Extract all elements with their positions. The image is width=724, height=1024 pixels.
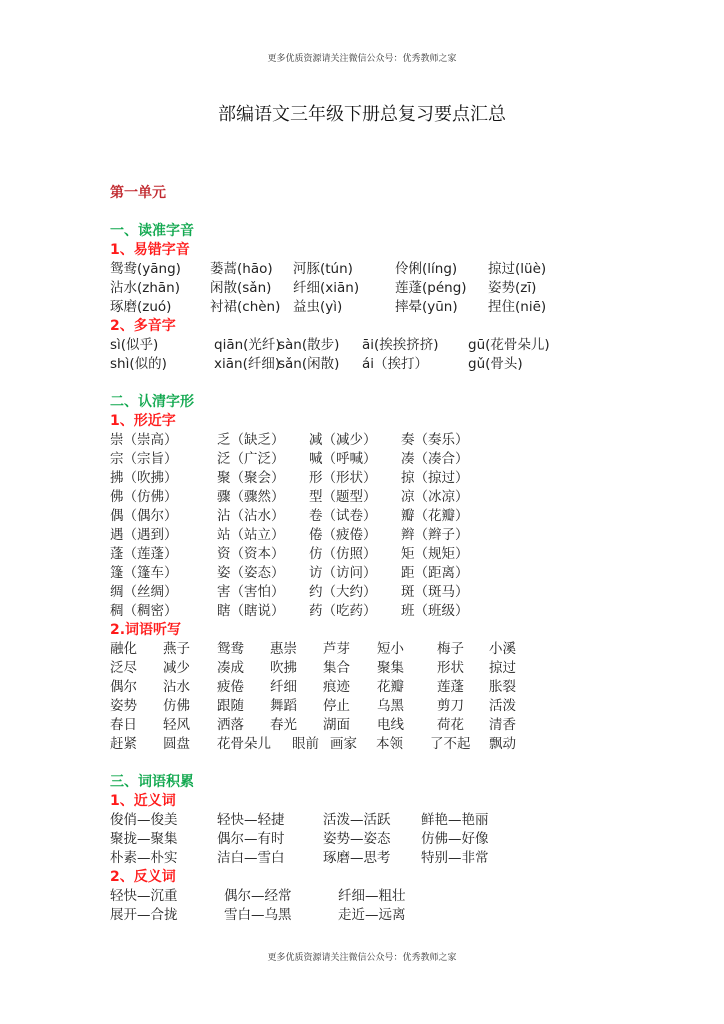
antonym-pair: 雪白—乌黑 [224, 907, 292, 923]
similar-char-item: 资（资本） [217, 546, 285, 562]
dictation-word: 融化 [110, 641, 137, 657]
dictation-word: 飘动 [489, 736, 516, 752]
similar-char-item: 斑（斑马） [401, 584, 469, 600]
similar-char-item: 喊（呼喊） [309, 451, 377, 467]
dictation-word: 春光 [270, 717, 297, 733]
dictation-word: 吹拂 [270, 660, 297, 676]
antonym-pair: 走近—远离 [338, 907, 406, 923]
similar-char-item: 偶（偶尔） [110, 508, 178, 524]
polyphone-item: sǎn(闲散) [278, 356, 340, 372]
dictation-word: 减少 [163, 660, 190, 676]
pronunciation-item: 捏住(niē) [488, 299, 547, 315]
dictation-word: 湖面 [323, 717, 350, 733]
dictation-word: 停止 [323, 698, 350, 714]
dictation-word: 仿佛 [163, 698, 190, 714]
similar-char-item: 减（减少） [309, 432, 377, 448]
pronunciation-item: 河豚(tún) [293, 261, 353, 277]
pronunciation-item: 益虫(yì) [293, 299, 343, 315]
synonym-pair: 轻快—轻捷 [217, 812, 285, 828]
dictation-word: 活泼 [489, 698, 516, 714]
dictation-word: 画家 [330, 736, 357, 752]
synonym-pair: 仿佛—好像 [421, 831, 489, 847]
synonym-pair: 俊俏—俊美 [110, 812, 178, 828]
dictation-word: 胀裂 [489, 679, 516, 695]
polyphone-item: āi(挨挨挤挤) [362, 337, 439, 353]
similar-char-item: 辫（辫子） [401, 527, 469, 543]
pronunciation-item: 摔晕(yūn) [395, 299, 458, 315]
dictation-word: 乌黑 [377, 698, 404, 714]
similar-char-item: 蓬（莲蓬） [110, 546, 178, 562]
dictation-word: 跟随 [217, 698, 244, 714]
antonym-pair: 轻快—沉重 [110, 888, 178, 904]
similar-char-item: 泛（广泛） [217, 451, 285, 467]
similar-char-item: 聚（聚会） [217, 470, 285, 486]
similar-char-item: 佛（仿佛） [110, 489, 178, 505]
pronunciation-item: 衬裙(chèn) [210, 299, 281, 315]
similar-char-item: 绸（丝绸） [110, 584, 178, 600]
dictation-word: 掠过 [489, 660, 516, 676]
synonym-pair: 洁白—雪白 [217, 850, 285, 866]
subheading-polyphones: 2、多音字 [110, 318, 176, 334]
similar-char-item: 沾（沾水） [217, 508, 285, 524]
dictation-word: 剪刀 [437, 698, 464, 714]
similar-char-item: 遇（遇到） [110, 527, 178, 543]
pronunciation-item: 伶俐(líng) [395, 261, 458, 277]
similar-char-item: 距（距离） [401, 565, 469, 581]
similar-char-item: 班（班级） [401, 603, 469, 619]
dictation-word: 舞蹈 [270, 698, 297, 714]
dictation-word: 清香 [489, 717, 516, 733]
dictation-word: 花骨朵儿 [217, 736, 271, 752]
dictation-word: 圆盘 [163, 736, 190, 752]
similar-char-item: 倦（疲倦） [309, 527, 377, 543]
similar-char-item: 宗（宗旨） [110, 451, 178, 467]
similar-char-item: 站（站立） [217, 527, 285, 543]
subheading-error-prone-sounds: 1、易错字音 [110, 242, 190, 258]
dictation-word: 燕子 [163, 641, 190, 657]
subheading-similar-characters: 1、形近字 [110, 413, 176, 429]
pronunciation-item: 沾水(zhān) [110, 280, 181, 296]
dictation-word: 花瓣 [377, 679, 404, 695]
synonym-pair: 朴素—朴实 [110, 850, 178, 866]
similar-char-item: 瓣（花瓣） [401, 508, 469, 524]
dictation-word: 小溪 [489, 641, 516, 657]
subheading-antonyms: 2、反义词 [110, 869, 176, 885]
polyphone-item: ái（挨打） [362, 356, 429, 372]
polyphone-item: qiān(光纤) [214, 337, 281, 353]
similar-char-item: 姿（姿态） [217, 565, 285, 581]
dictation-word: 电线 [377, 717, 404, 733]
subheading-synonyms: 1、近义词 [110, 793, 176, 809]
similar-char-item: 矩（规矩） [401, 546, 469, 562]
antonym-pair: 纤细—粗壮 [338, 888, 406, 904]
section-heading-glyphs: 二、认清字形 [110, 394, 194, 410]
similar-char-item: 约（大约） [309, 584, 377, 600]
dictation-word: 疲倦 [217, 679, 244, 695]
pronunciation-item: 莲蓬(péng) [395, 280, 467, 296]
section-heading-vocabulary: 三、词语积累 [110, 774, 194, 790]
similar-char-item: 崇（崇高） [110, 432, 178, 448]
polyphone-item: gū(花骨朵儿) [468, 337, 550, 353]
similar-char-item: 骤（骤然） [217, 489, 285, 505]
dictation-word: 芦芽 [323, 641, 350, 657]
dictation-word: 痕迹 [323, 679, 350, 695]
dictation-word: 集合 [323, 660, 350, 676]
synonym-pair: 特别—非常 [421, 850, 489, 866]
dictation-word: 偶尔 [110, 679, 137, 695]
similar-char-item: 卷（试卷） [309, 508, 377, 524]
dictation-word: 形状 [437, 660, 464, 676]
similar-char-item: 型（题型） [309, 489, 377, 505]
similar-char-item: 药（吃药） [309, 603, 377, 619]
pronunciation-item: 纤细(xiān) [293, 280, 360, 296]
polyphone-item: shì(似的) [110, 356, 167, 372]
similar-char-item: 访（访问） [309, 565, 377, 581]
antonym-pair: 展开—合拢 [110, 907, 178, 923]
unit-heading: 第一单元 [110, 185, 166, 201]
dictation-word: 泛尽 [110, 660, 137, 676]
similar-char-item: 篷（篷车） [110, 565, 178, 581]
similar-char-item: 仿（仿照） [309, 546, 377, 562]
synonym-pair: 偶尔—有时 [217, 831, 285, 847]
pronunciation-item: 琢磨(zuó) [110, 299, 172, 315]
pronunciation-item: 闲散(sǎn) [210, 280, 272, 296]
document-title: 部编语文三年级下册总复习要点汇总 [218, 104, 506, 125]
dictation-word: 了不起 [430, 736, 471, 752]
pronunciation-item: 鸳鸯(yāng) [110, 261, 181, 277]
similar-char-item: 拂（吹拂） [110, 470, 178, 486]
page-header: 更多优质资源请关注微信公众号：优秀教师之家 [267, 54, 457, 64]
similar-char-item: 凑（凑合） [401, 451, 469, 467]
page-footer: 更多优质资源请关注微信公众号：优秀教师之家 [267, 953, 457, 963]
similar-char-item: 掠（掠过） [401, 470, 469, 486]
polyphone-item: xiān(纤细) [214, 356, 281, 372]
section-heading-pronunciation: 一、读准字音 [110, 223, 194, 239]
synonym-pair: 聚拢—聚集 [110, 831, 178, 847]
dictation-word: 姿势 [110, 698, 137, 714]
pronunciation-item: 掠过(lüè) [488, 261, 547, 277]
similar-char-item: 瞎（瞎说） [217, 603, 285, 619]
subheading-dictation: 2.词语听写 [110, 622, 182, 638]
antonym-pair: 偶尔—经常 [224, 888, 292, 904]
dictation-word: 赶紧 [110, 736, 137, 752]
synonym-pair: 姿势—姿态 [323, 831, 391, 847]
synonym-pair: 鲜艳—艳丽 [421, 812, 489, 828]
dictation-word: 洒落 [217, 717, 244, 733]
dictation-word: 惠崇 [270, 641, 297, 657]
pronunciation-item: 蒌蒿(hāo) [210, 261, 273, 277]
similar-char-item: 乏（缺乏） [217, 432, 285, 448]
similar-char-item: 形（形状） [309, 470, 377, 486]
polyphone-item: gǔ(骨头) [468, 356, 523, 372]
dictation-word: 聚集 [377, 660, 404, 676]
dictation-word: 凑成 [217, 660, 244, 676]
similar-char-item: 稠（稠密） [110, 603, 178, 619]
dictation-word: 纤细 [270, 679, 297, 695]
similar-char-item: 奏（奏乐） [401, 432, 469, 448]
dictation-word: 梅子 [437, 641, 464, 657]
dictation-word: 眼前 [292, 736, 319, 752]
dictation-word: 本领 [376, 736, 403, 752]
dictation-word: 沾水 [163, 679, 190, 695]
similar-char-item: 害（害怕） [217, 584, 285, 600]
synonym-pair: 活泼—活跃 [323, 812, 391, 828]
dictation-word: 轻风 [163, 717, 190, 733]
dictation-word: 鸳鸯 [217, 641, 244, 657]
dictation-word: 莲蓬 [437, 679, 464, 695]
dictation-word: 荷花 [437, 717, 464, 733]
similar-char-item: 凉（冰凉） [401, 489, 469, 505]
synonym-pair: 琢磨—思考 [323, 850, 391, 866]
dictation-word: 春日 [110, 717, 137, 733]
dictation-word: 短小 [377, 641, 404, 657]
polyphone-item: sì(似乎) [110, 337, 159, 353]
pronunciation-item: 姿势(zī) [488, 280, 537, 296]
polyphone-item: sàn(散步) [278, 337, 340, 353]
